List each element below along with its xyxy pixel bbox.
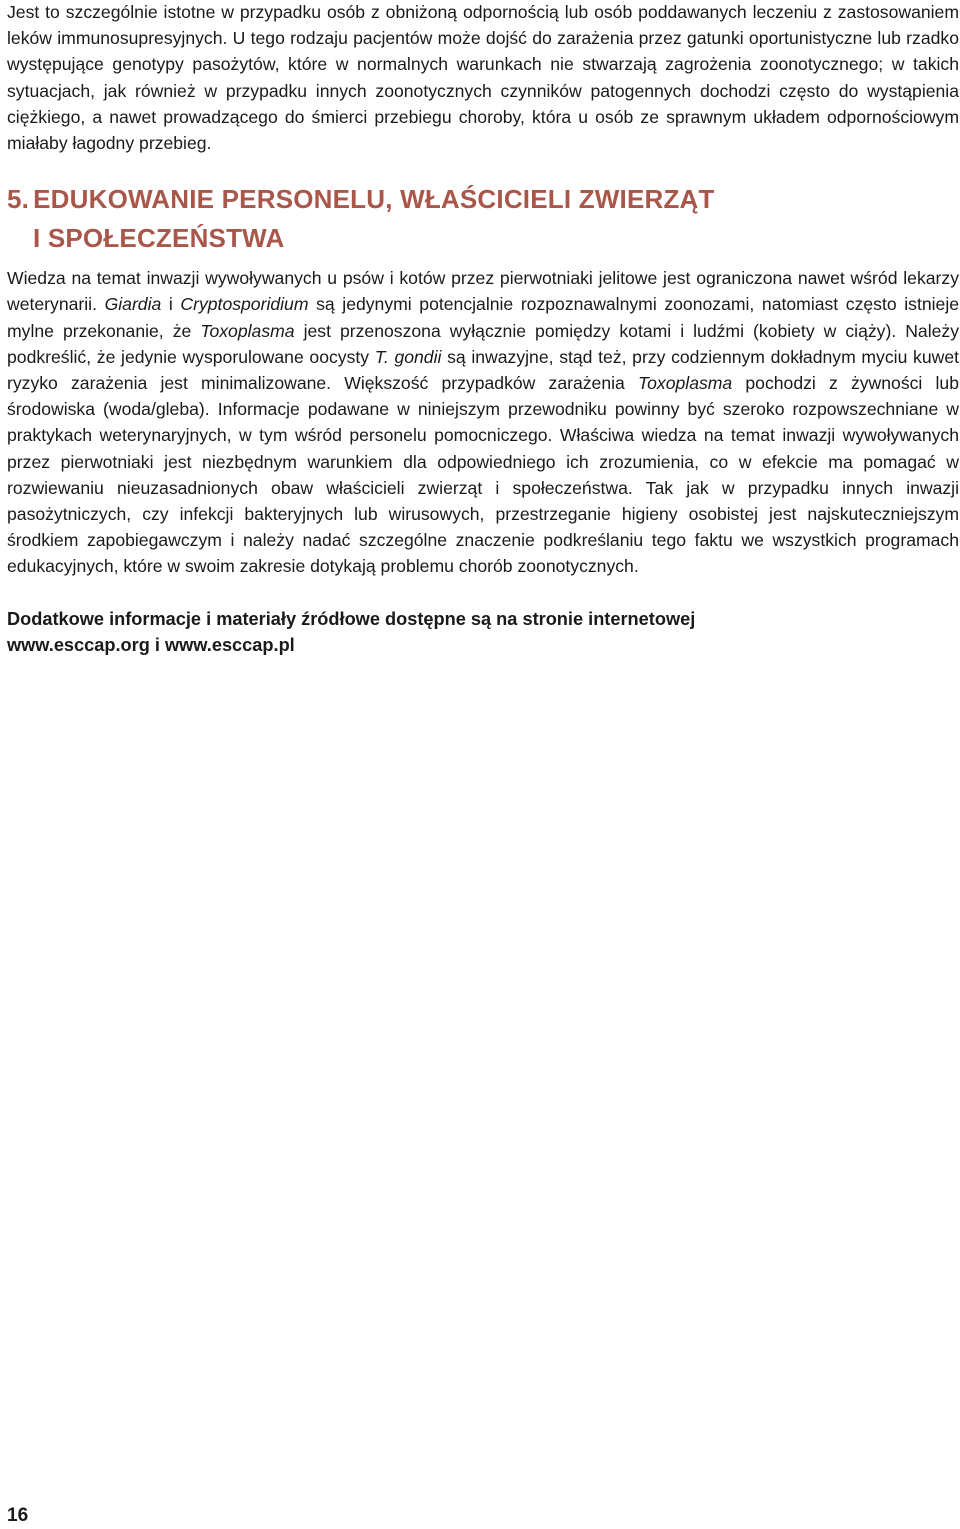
body-text: Wiedza na temat inwazji wywoływanych u psów i kotów przez pierwotniaki jelitowe jest ograniczona nawet wśród lekarzy weterynarii.: [7, 268, 959, 315]
section-number: 5.: [7, 184, 30, 215]
intro-paragraph: Jest to szczególnie istotne w przypadku osób z obniżoną odpornością lub osób poddawanych leczeniu z zastosowaniem leków immunosupresyjnych. U tego rodzaju pacjentów może dojść do zarażenia przez gatunki oportunistyczne lub rzadko występujące genotypy pasożytów, które w normalnych warunkach nie stwarzają zagrożenia zoonotycznego; w takich sytuacjach, jak również w przypadku innych zoonotycznych czynników patogennych dochodzi często do wystąpienia ciężkiego, a nawet prowadzącego do śmierci przebiegu choroby, która u osób ze sprawnym układem odpornościowym miałaby łagodny przebieg.: [7, 2, 959, 154]
body-text: pochodzi z żywności lub środowiska (woda/gleba). Informacje podawane w niniejszym przewodniku powinny być szeroko rozpowszechniane w praktykach weterynaryjnych, w tym wśród personelu pomocniczego. Właściwa wiedza na temat inwazji wywoływanych przez pierwotniaki jest niezbędnym warunkiem dla odpowiedniego ich zrozumienia, co w efekcie ma pomagać w rozwiewaniu nieuzasadnionych obaw właścicieli zwierząt i społeczeństwa. Tak jak w przypadku innych inwazji pasożytniczych, czy infekcji bakteryjnych lub wirusowych, przestrzeganie higieny osobistej jest najskuteczniejszym środkiem zapobiegawczym i należy nadać szczególne znaczenie podkreślaniu tego faktu we wszystkich programach edukacyjnych, które w swoim zakresie dotykają problemu chorób zoonotycznych.: [7, 373, 959, 577]
page-number: 16: [7, 1505, 29, 1526]
species-name: Giardia: [104, 294, 162, 315]
additional-info: [7, 606, 959, 659]
section-title-line1: EDUKOWANIE PERSONELU, WŁAŚCICIELI ZWIERZĄT: [33, 184, 715, 215]
section-heading: [7, 180, 959, 258]
body-text: są inwazyjne, stąd też, przy codziennym dokładnym myciu kuwet ryzyko zarażenia jest minimalizowane. Większość przypadków zarażenia: [7, 346, 959, 394]
species-name: T. gondii: [374, 346, 442, 367]
website-links: www.esccap.org i www.esccap.pl: [7, 635, 295, 656]
section-body-paragraph: [7, 265, 959, 579]
species-name: Cryptosporidium: [180, 294, 309, 315]
body-text: są jedynymi potencjalnie rozpoznawalnymi zoonozami, natomiast często istnieje mylne przekonanie, że: [7, 294, 960, 341]
additional-info-line1: Dodatkowe informacje i materiały źródłowe dostępne są na stronie internetowej: [7, 608, 696, 629]
section-title-line2: I SPOŁECZEŃSTWA: [33, 223, 285, 254]
species-name: Toxoplasma: [200, 320, 295, 341]
species-name: Toxoplasma: [638, 373, 733, 394]
document-page: [7, 0, 959, 658]
body-text: i: [161, 294, 181, 315]
body-text: jest przenoszona wyłącznie pomiędzy kotami i ludźmi (kobiety w ciąży). Należy podkreślić, że jedynie wysporulowane oocysty: [7, 320, 960, 367]
